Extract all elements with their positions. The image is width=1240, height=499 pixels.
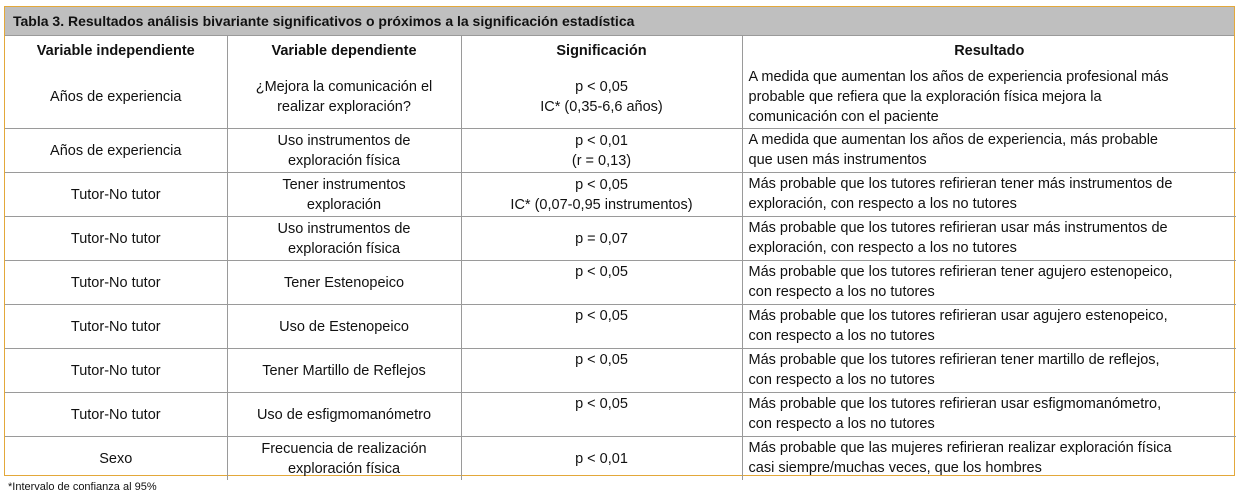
cell-significacion [461,261,742,305]
cell-significacion [461,437,742,481]
cell-dependiente [227,305,461,349]
table-row [5,349,1236,393]
cell-resultado [742,129,1236,173]
cell-dependiente-line: Tener Martillo de Reflejos [262,362,426,379]
cell-independiente: Tutor-No tutor [5,393,227,437]
cell-significacion-line: IC* (0,35-6,6 años) [540,99,663,115]
cell-dependiente-line: Uso instrumentos de [277,220,411,237]
cell-resultado [742,437,1236,481]
cell-resultado-line: Más probable que los tutores refirieran usar más instrumentos de [748,220,1168,236]
cell-resultado [742,393,1236,437]
cell-resultado-line: con respecto a los no tutores [748,328,935,344]
cell-dependiente-line: Tener Estenopeico [283,274,405,291]
table-row [5,261,1236,305]
cell-resultado-line: con respecto a los no tutores [748,416,935,432]
cell-significacion [461,217,742,261]
cell-dependiente-line: Uso instrumentos de [277,132,411,149]
cell-significacion [461,349,742,393]
cell-dependiente-line: Uso de Estenopeico [279,318,409,335]
cell-resultado [742,349,1236,393]
cell-dependiente-line: ¿Mejora la comunicación el [255,79,433,95]
cell-significacion-line: p < 0,05 [575,352,628,368]
cell-resultado-line: A medida que aumentan los años de experiencia profesional más [748,69,1169,85]
header-resultado: Resultado [742,36,1236,66]
cell-resultado [742,305,1236,349]
cell-dependiente [227,437,461,481]
cell-resultado-line: Más probable que los tutores refirieran usar agujero estenopeico, [748,308,1168,324]
cell-resultado [742,173,1236,217]
cell-significacion-line: p < 0,01 [575,132,628,149]
cell-dependiente-line: exploración [306,196,382,213]
cell-dependiente [227,217,461,261]
cell-dependiente [227,173,461,217]
results-table-frame [4,6,1235,476]
table-header-row [5,36,1236,66]
cell-resultado [742,217,1236,261]
cell-resultado-line: que usen más instrumentos [748,152,927,168]
table-caption: Tabla 3. Resultados análisis bivariante significativos o próximos a la significación estadística [5,7,1234,36]
cell-dependiente-line: exploración física [287,152,401,169]
cell-significacion [461,173,742,217]
cell-significacion-line: p < 0,05 [575,79,628,95]
cell-resultado-line: probable que refiera que la exploración física mejora la [748,89,1102,105]
cell-resultado-line: casi siempre/muchas veces, que los hombres [748,460,1042,476]
cell-resultado-line: Más probable que las mujeres refirieran realizar exploración física [748,440,1172,456]
cell-significacion [461,66,742,129]
cell-independiente: Tutor-No tutor [5,173,227,217]
table-row [5,66,1236,129]
cell-dependiente-line: Uso de esfigmomanómetro [256,406,432,423]
table-footnote: *Intervalo de confianza al 95% [8,481,157,493]
cell-independiente: Tutor-No tutor [5,349,227,393]
cell-significacion-line: p < 0,05 [575,264,628,280]
results-table [5,36,1236,480]
cell-dependiente [227,393,461,437]
cell-significacion-line: p < 0,05 [575,308,628,324]
cell-significacion-line: p < 0,01 [575,450,628,467]
header-significacion: Significación [461,36,742,66]
cell-significacion-line: (r = 0,13) [571,152,632,169]
cell-resultado-line: exploración, con respecto a los no tutores [748,196,1017,212]
cell-dependiente-line: exploración física [287,460,401,477]
cell-resultado [742,261,1236,305]
cell-significacion [461,305,742,349]
cell-dependiente [227,261,461,305]
cell-independiente: Sexo [5,437,227,481]
table-row [5,393,1236,437]
cell-dependiente [227,349,461,393]
cell-significacion [461,393,742,437]
table-row [5,437,1236,481]
table-row [5,129,1236,173]
table-row [5,305,1236,349]
cell-significacion-line: p < 0,05 [575,176,628,193]
cell-resultado-line: comunicación con el paciente [748,109,939,125]
cell-significacion-line: p < 0,05 [575,396,628,412]
cell-dependiente-line: realizar exploración? [277,99,411,115]
cell-resultado-line: exploración, con respecto a los no tutores [748,240,1017,256]
cell-independiente: Años de experiencia [5,66,227,129]
cell-independiente: Tutor-No tutor [5,261,227,305]
cell-significacion-line: IC* (0,07-0,95 instrumentos) [510,196,693,213]
cell-independiente: Tutor-No tutor [5,305,227,349]
cell-significacion-line: p = 0,07 [575,230,628,247]
cell-dependiente-line: Frecuencia de realización [261,440,427,457]
cell-independiente: Tutor-No tutor [5,217,227,261]
cell-resultado [742,66,1236,129]
table-row [5,217,1236,261]
cell-resultado-line: Más probable que los tutores refirieran usar esfigmomanómetro, [748,396,1162,412]
cell-resultado-line: con respecto a los no tutores [748,284,935,300]
cell-dependiente-line: Tener instrumentos [282,176,406,193]
table-row [5,173,1236,217]
cell-dependiente [227,66,461,129]
cell-resultado-line: Más probable que los tutores refirieran tener más instrumentos de [748,176,1173,192]
cell-resultado-line: Más probable que los tutores refirieran tener agujero estenopeico, [748,264,1173,280]
cell-independiente: Años de experiencia [5,129,227,173]
cell-dependiente-line: exploración física [287,240,401,257]
header-variable-dependiente: Variable dependiente [227,36,461,66]
cell-resultado-line: con respecto a los no tutores [748,372,935,388]
cell-resultado-line: A medida que aumentan los años de experiencia, más probable [748,132,1158,148]
cell-resultado-line: Más probable que los tutores refirieran tener martillo de reflejos, [748,352,1160,368]
header-variable-independiente: Variable independiente [5,36,227,66]
cell-dependiente [227,129,461,173]
cell-significacion [461,129,742,173]
